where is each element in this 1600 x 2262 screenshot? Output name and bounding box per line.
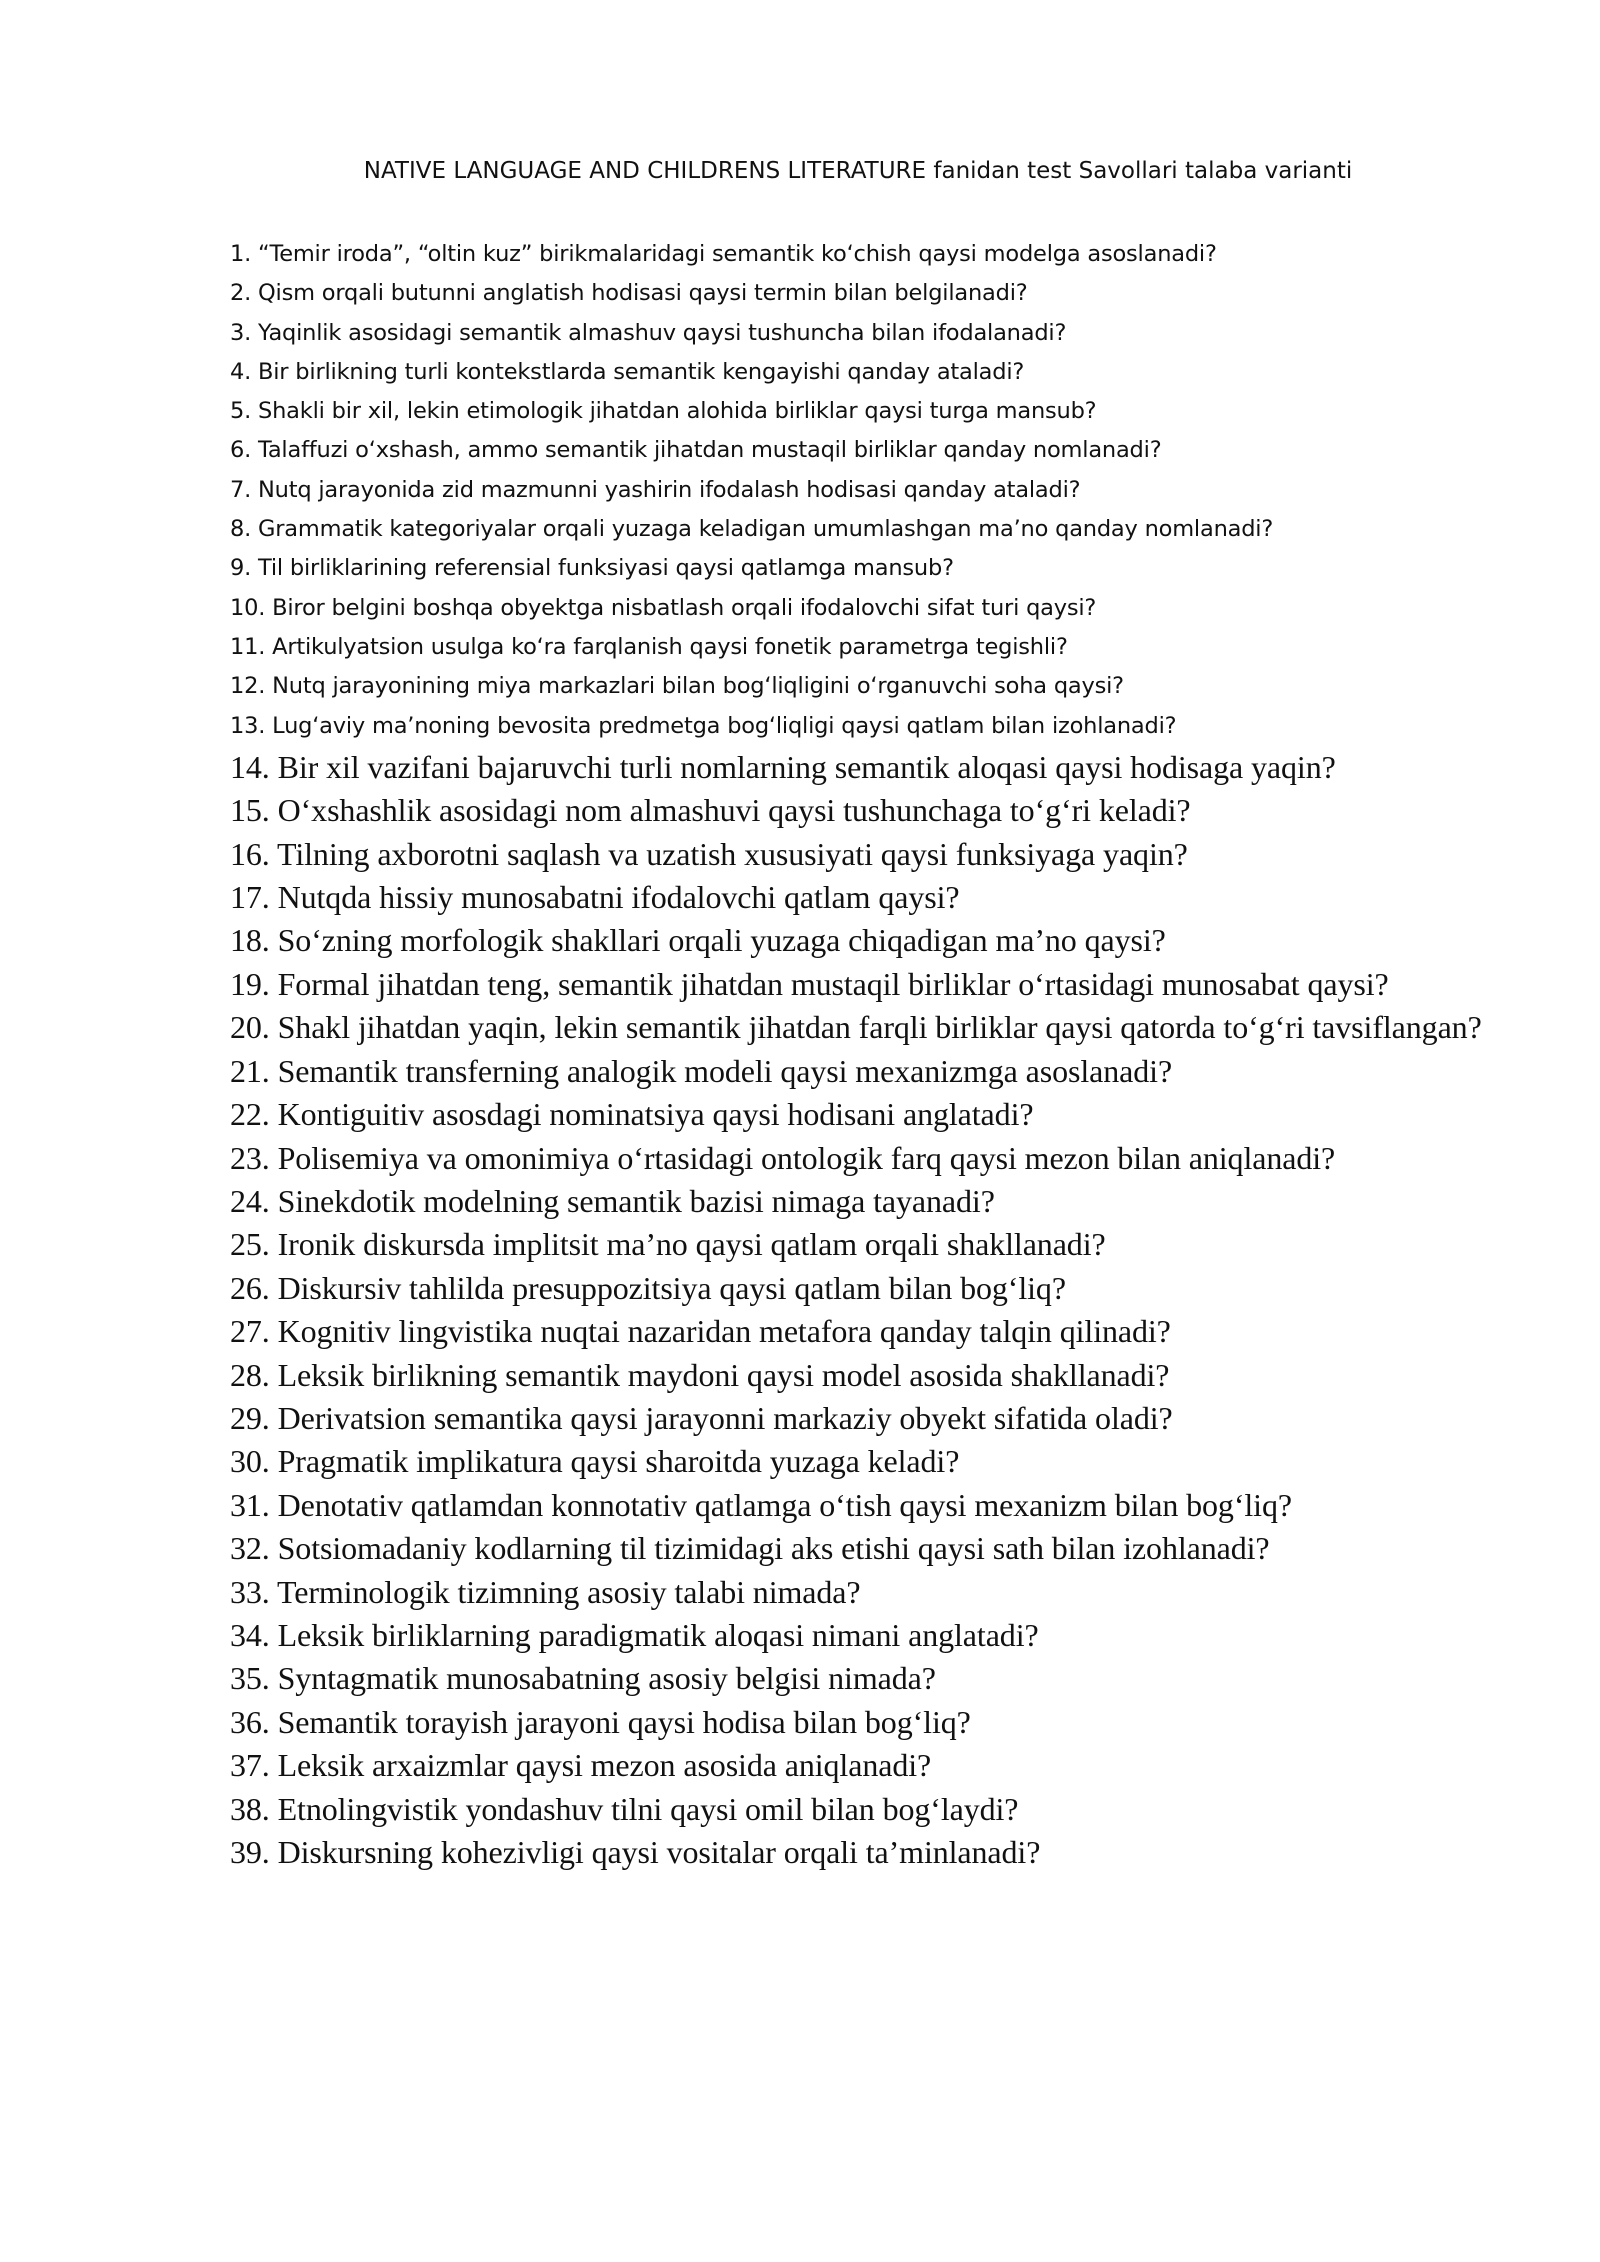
- question-item: 21. Semantik transferning analogik modeli qaysi mexanizmga asoslanadi?: [230, 1052, 1173, 1089]
- question-item: 31. Denotativ qatlamdan konnotativ qatlamga o‘tish qaysi mexanizm bilan bog‘liq?: [230, 1486, 1292, 1523]
- question-item: 10. Biror belgini boshqa obyektga nisbatlash orqali ifodalovchi sifat turi qaysi?: [230, 594, 1097, 621]
- question-item: 39. Diskursning kohezivligi qaysi vositalar orqali ta’minlanadi?: [230, 1834, 1041, 1871]
- question-item: 4. Bir birlikning turli kontekstlarda semantik kengayishi qanday ataladi?: [230, 358, 1025, 385]
- question-item: 24. Sinekdotik modelning semantik bazisi nimaga tayanadi?: [230, 1182, 995, 1219]
- question-item: 15. O‘xshashlik asosidagi nom almashuvi qaysi tushunchaga to‘g‘ri keladi?: [230, 792, 1191, 829]
- question-item: 20. Shakl jihatdan yaqin, lekin semantik jihatdan farqli birliklar qaysi qatorda to‘g‘ri tavsiflangan?: [230, 1009, 1482, 1046]
- question-item: 5. Shakli bir xil, lekin etimologik jihatdan alohida birliklar qaysi turga mansub?: [230, 398, 1097, 425]
- question-item: 17. Nutqda hissiy munosabatni ifodalovchi qatlam qaysi?: [230, 879, 960, 916]
- question-item: 8. Grammatik kategoriyalar orqali yuzaga keladigan umumlashgan ma’no qanday nomlanadi?: [230, 516, 1274, 543]
- question-item: 12. Nutq jarayonining miya markazlari bilan bog‘liqligini o‘rganuvchi soha qaysi?: [230, 673, 1124, 700]
- question-item: 6. Talaffuzi o‘xshash, ammo semantik jihatdan mustaqil birliklar qanday nomlanadi?: [230, 437, 1162, 464]
- question-item: 26. Diskursiv tahlilda presuppozitsiya qaysi qatlam bilan bog‘liq?: [230, 1269, 1066, 1306]
- question-item: 29. Derivatsion semantika qaysi jarayonni markaziy obyekt sifatida oladi?: [230, 1399, 1173, 1436]
- question-item: 34. Leksik birliklarning paradigmatik aloqasi nimani anglatadi?: [230, 1616, 1039, 1653]
- question-item: 9. Til birliklarining referensial funksiyasi qaysi qatlamga mansub?: [230, 555, 954, 582]
- question-item: 33. Terminologik tizimning asosiy talabi nimada?: [230, 1573, 861, 1610]
- question-item: 23. Polisemiya va omonimiya o‘rtasidagi ontologik farq qaysi mezon bilan aniqlanadi?: [230, 1139, 1336, 1176]
- question-item: 22. Kontiguitiv asosdagi nominatsiya qaysi hodisani anglatadi?: [230, 1096, 1034, 1133]
- question-item: 14. Bir xil vazifani bajaruvchi turli nomlarning semantik aloqasi qaysi hodisaga yaqin?: [230, 748, 1336, 785]
- question-item: 3. Yaqinlik asosidagi semantik almashuv qaysi tushuncha bilan ifodalanadi?: [230, 319, 1067, 346]
- question-item: 25. Ironik diskursda implitsit ma’no qaysi qatlam orqali shakllanadi?: [230, 1226, 1106, 1263]
- question-item: 37. Leksik arxaizmlar qaysi mezon asosida aniqlanadi?: [230, 1747, 932, 1784]
- question-item: 28. Leksik birlikning semantik maydoni qaysi model asosida shakllanadi?: [230, 1356, 1170, 1393]
- question-item: 38. Etnolingvistik yondashuv tilni qaysi omil bilan bog‘laydi?: [230, 1790, 1019, 1827]
- question-item: 36. Semantik torayish jarayoni qaysi hodisa bilan bog‘liq?: [230, 1703, 971, 1740]
- question-item: 16. Tilning axborotni saqlash va uzatish xususiyati qaysi funksiyaga yaqin?: [230, 835, 1188, 872]
- question-item: 11. Artikulyatsion usulga ko‘ra farqlanish qaysi fonetik parametrga tegishli?: [230, 633, 1068, 660]
- question-item: 2. Qism orqali butunni anglatish hodisasi qaysi termin bilan belgilanadi?: [230, 280, 1028, 307]
- question-item: 30. Pragmatik implikatura qaysi sharoitda yuzaga keladi?: [230, 1443, 960, 1480]
- question-list: [230, 235, 1500, 1874]
- document-title: NATIVE LANGUAGE AND CHILDRENS LITERATURE fanidan test Savollari talaba varianti: [363, 158, 1353, 184]
- question-item: 35. Syntagmatik munosabatning asosiy belgisi nimada?: [230, 1660, 936, 1697]
- question-item: 27. Kognitiv lingvistika nuqtai nazaridan metafora qanday talqin qilinadi?: [230, 1313, 1171, 1350]
- question-item: 1. “Temir iroda”, “oltin kuz” birikmalaridagi semantik ko‘chish qaysi modelga asoslanadi?: [230, 241, 1217, 267]
- question-item: 7. Nutq jarayonida zid mazmunni yashirin ifodalash hodisasi qanday ataladi?: [230, 476, 1081, 503]
- question-item: 18. So‘zning morfologik shakllari orqali yuzaga chiqadigan ma’no qaysi?: [230, 922, 1166, 959]
- question-item: 19. Formal jihatdan teng, semantik jihatdan mustaqil birliklar o‘rtasidagi munosabat qaysi?: [230, 965, 1389, 1002]
- question-item: 13. Lug‘aviy ma’noning bevosita predmetga bog‘liqligi qaysi qatlam bilan izohlanadi?: [230, 712, 1177, 739]
- question-item: 32. Sotsiomadaniy kodlarning til tizimidagi aks etishi qaysi sath bilan izohlanadi?: [230, 1530, 1270, 1567]
